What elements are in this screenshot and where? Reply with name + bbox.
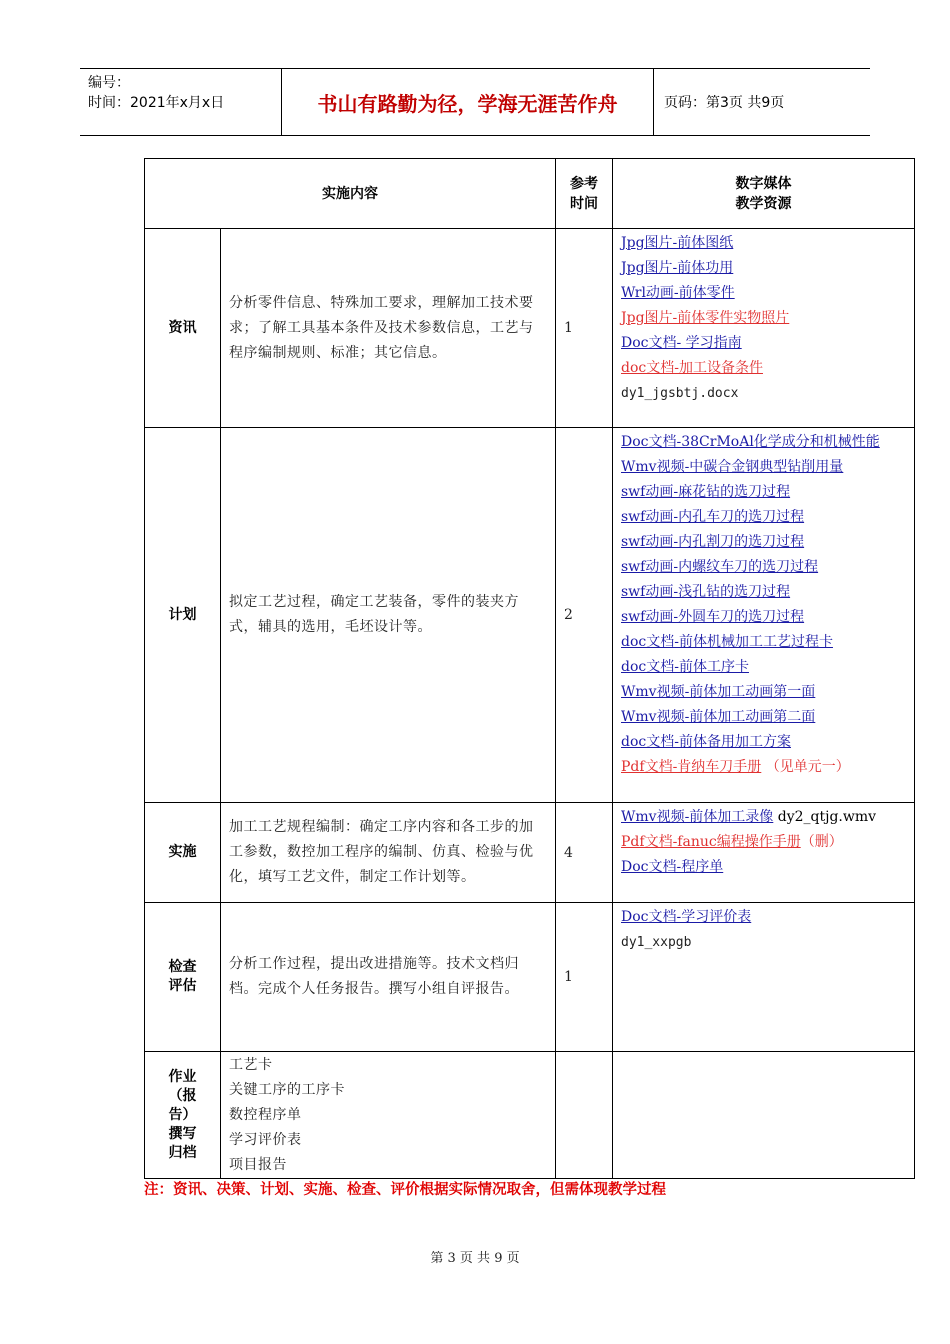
content-cell: 分析工作过程，提出改进措施等。技术文档归档。完成个人任务报告。撰写小组自评报告。 [221, 903, 556, 1052]
resource-link[interactable]: doc文档-加工设备条件 [621, 360, 763, 376]
content-cell: 加工工艺规程编制：确定工序内容和各工步的加工参数，数控加工程序的编制、仿真、检验与优化，填写工艺文件，制定工作计划等。 [221, 803, 556, 903]
resource-link[interactable]: doc文档-前体机械加工工艺过程卡 [621, 634, 833, 650]
resource-link[interactable]: swf动画-浅孔钻的选刀过程 [621, 584, 791, 600]
stage-cell: 资讯 [145, 229, 221, 428]
resource-filename: dy1_jgsbtj.docx [621, 386, 739, 401]
content-line: 关键工序的工序卡 [229, 1082, 345, 1098]
stage-cell: 作业 （报 告） 撰写 归档 [145, 1052, 221, 1179]
resource-link[interactable]: Jpg图片-前体零件实物照片 [621, 310, 790, 326]
resource-link[interactable]: Wmv视频-前体加工动画第一面 [621, 684, 816, 700]
time-cell [556, 1052, 613, 1179]
resource-link[interactable]: Wmv视频-前体加工动画第二面 [621, 709, 816, 725]
resource-link[interactable]: swf动画-内螺纹车刀的选刀过程 [621, 559, 819, 575]
content-cell: 分析零件信息、特殊加工要求，理解加工技术要求；了解工具基本条件及技术参数信息，工艺与程序编制规则、标准；其它信息。 [221, 229, 556, 428]
resource-link[interactable]: swf动画-外圆车刀的选刀过程 [621, 609, 805, 625]
resource-link[interactable]: Doc文档-程序单 [621, 859, 724, 875]
resources-cell [613, 428, 915, 803]
time-cell: 1 [556, 903, 613, 1052]
resource-link[interactable]: Jpg图片-前体功用 [621, 260, 734, 276]
time-cell: 1 [556, 229, 613, 428]
resource-note: （见单元一） [761, 759, 850, 775]
resource-link[interactable]: swf动画-内孔车刀的选刀过程 [621, 509, 805, 525]
resource-link[interactable]: swf动画-内孔割刀的选刀过程 [621, 534, 805, 550]
header-resources: 数字媒体 教学资源 [613, 159, 915, 229]
content-cell [221, 1052, 556, 1179]
table-row [145, 428, 915, 803]
header-meta [80, 69, 282, 135]
resources-cell [613, 229, 915, 428]
footnote: 注：资讯、决策、计划、实施、检查、评价根据实际情况取舍，但需体现教学过程 [144, 1182, 666, 1198]
resource-link[interactable]: swf动画-麻花钻的选刀过程 [621, 484, 791, 500]
resource-filename: dy1_xxpgb [621, 935, 692, 950]
resource-link[interactable]: Doc文档-学习评价表 [621, 909, 752, 925]
time-label: 时间：2021年x月x日 [88, 95, 225, 111]
content-line: 项目报告 [229, 1157, 287, 1173]
stage-cell: 计划 [145, 428, 221, 803]
resource-note: （删） [800, 834, 843, 850]
resource-link[interactable]: Doc文档- 学习指南 [621, 335, 742, 351]
resource-link[interactable]: doc文档-前体工序卡 [621, 659, 749, 675]
table-row [145, 803, 915, 903]
implementation-table [144, 158, 915, 1179]
header-content: 实施内容 [145, 159, 556, 229]
content-cell: 拟定工艺过程，确定工艺装备，零件的装夹方式，辅具的选用，毛坯设计等。 [221, 428, 556, 803]
resource-link[interactable]: Jpg图片-前体图纸 [621, 235, 734, 251]
table-header-row [145, 159, 915, 229]
table-row [145, 903, 915, 1052]
resource-link[interactable]: Doc文档-38CrMoAl化学成分和机械性能 [621, 434, 880, 450]
resource-link[interactable]: Pdf文档-肯纳车刀手册 [621, 759, 762, 775]
stage-cell: 检查 评估 [145, 903, 221, 1052]
resource-link[interactable]: Wmv视频-前体加工录像 [621, 809, 774, 825]
header-page-number: 页码：第3页 共9页 [664, 95, 785, 111]
header-time: 参考 时间 [556, 159, 613, 229]
resources-cell [613, 803, 915, 903]
content-line: 工艺卡 [229, 1057, 273, 1073]
resource-link[interactable]: doc文档-前体备用加工方案 [621, 734, 791, 750]
resource-link[interactable]: Pdf文档-fanuc编程操作手册 [621, 834, 801, 850]
header-motto: 书山有路勤为径，学海无涯苦作舟 [282, 69, 654, 135]
page-footer: 第 3 页 共 9 页 [430, 1251, 520, 1266]
content-line: 学习评价表 [229, 1132, 302, 1148]
number-label: 编号： [88, 75, 130, 91]
content-line: 数控程序单 [229, 1107, 302, 1123]
page-header [80, 68, 870, 136]
resource-link[interactable]: Wrl动画-前体零件 [621, 285, 735, 301]
resource-link[interactable]: Wmv视频-中碳合金钢典型钻削用量 [621, 459, 844, 475]
time-cell: 2 [556, 428, 613, 803]
resources-cell [613, 903, 915, 1052]
table-row [145, 229, 915, 428]
stage-cell: 实施 [145, 803, 221, 903]
time-cell: 4 [556, 803, 613, 903]
table-row [145, 1052, 915, 1179]
resources-cell [613, 1052, 915, 1179]
resource-note: dy2_qtjg.wmv [773, 809, 877, 825]
